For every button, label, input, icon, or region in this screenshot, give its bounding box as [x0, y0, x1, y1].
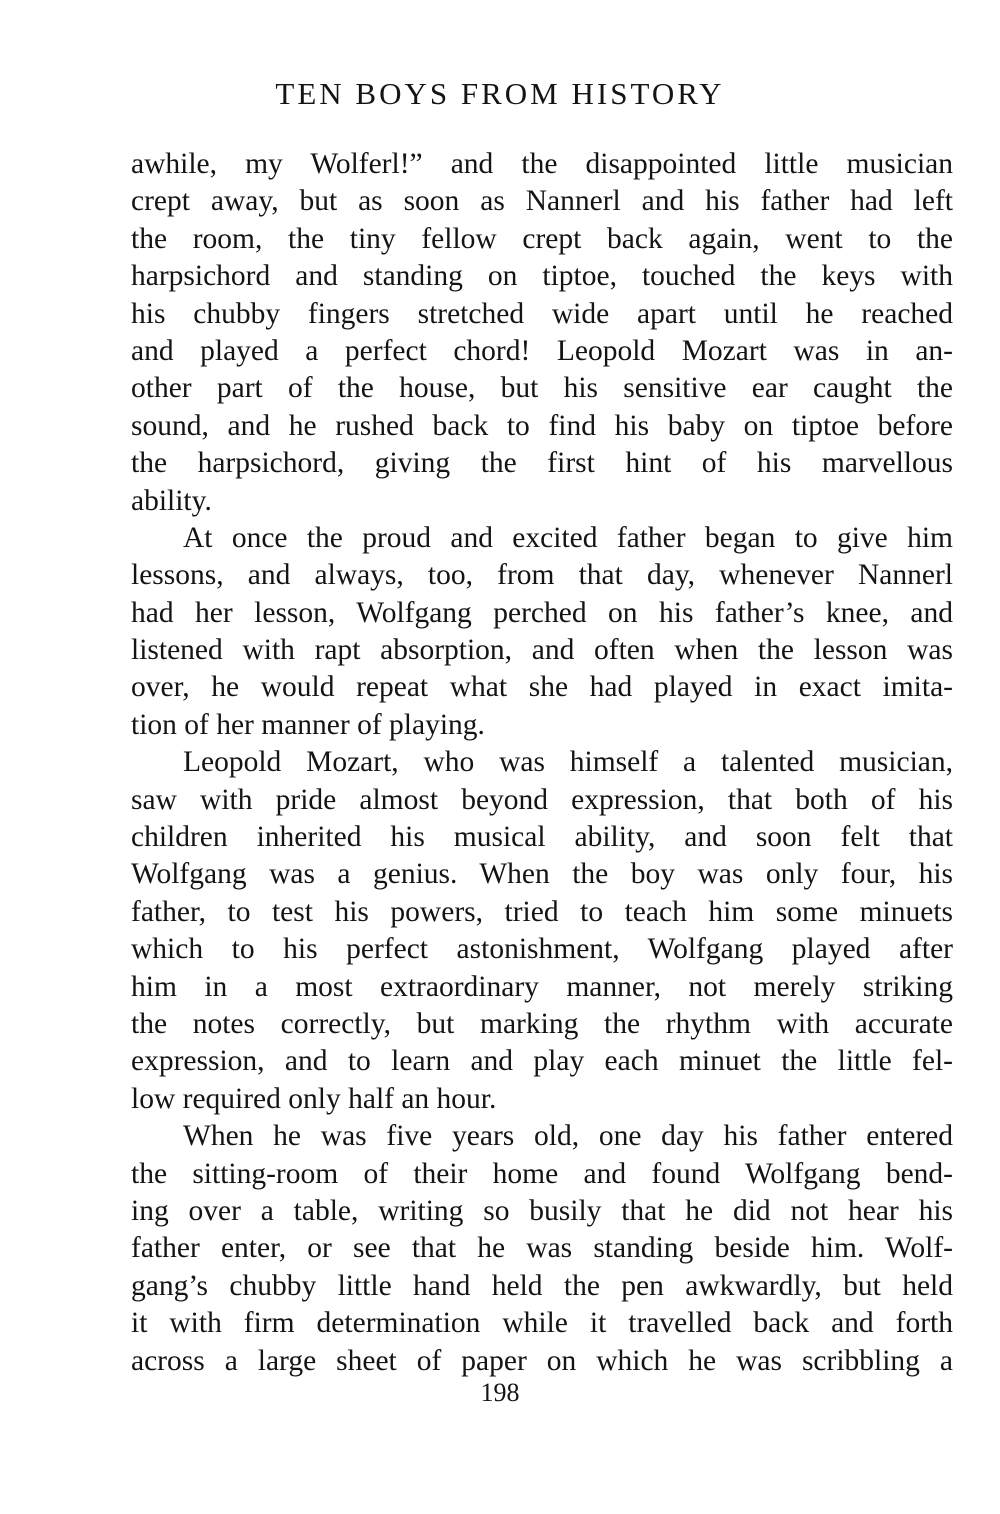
text-line: tion of her manner of playing. [131, 708, 485, 741]
text-line: children inherited his musical ability, and soon felt that [131, 821, 953, 854]
page-number: 198 [480, 1378, 520, 1407]
text-line: it with firm determination while it travelled back and forth [131, 1307, 953, 1340]
text-line: gang’s chubby little hand held the pen awkwardly, but held [131, 1269, 953, 1302]
text-line: low required only half an hour. [131, 1082, 497, 1115]
text-line: listened with rapt absorption, and often when the lesson was [131, 634, 953, 667]
text-line: Leopold Mozart, who was himself a talented musician, [183, 746, 953, 779]
text-line: the notes correctly, but marking the rhythm with accurate [131, 1007, 953, 1040]
text-line: had her lesson, Wolfgang perched on his father’s knee, and [131, 596, 953, 629]
text-line: Wolfgang was a genius. When the boy was only four, his [131, 858, 953, 891]
paragraph [131, 744, 953, 1118]
text-line: the room, the tiny fellow crept back again, went to the [131, 222, 953, 255]
text-line: ing over a table, writing so busily that he did not hear his [131, 1194, 953, 1227]
text-line: father, to test his powers, tried to teach him some minuets [131, 895, 953, 928]
text-line: crept away, but as soon as Nannerl and his father had left [131, 185, 953, 218]
text-line: other part of the house, but his sensitive ear caught the [131, 372, 953, 405]
text-line: expression, and to learn and play each minuet the little fel- [131, 1045, 953, 1078]
text-line: ability. [131, 484, 212, 517]
text-line: When he was five years old, one day his father entered [183, 1120, 953, 1153]
text-line: his chubby fingers stretched wide apart until he reached [131, 297, 953, 330]
text-line: across a large sheet of paper on which he was scribbling a [131, 1344, 953, 1377]
text-line: which to his perfect astonishment, Wolfgang played after [131, 933, 953, 966]
paragraph [131, 1118, 953, 1380]
text-line: saw with pride almost beyond expression, that both of his [131, 783, 953, 816]
running-head: TEN BOYS FROM HISTORY [275, 76, 725, 111]
text-line: sound, and he rushed back to find his baby on tiptoe before [131, 409, 953, 442]
paragraph [131, 146, 953, 520]
paragraph [131, 520, 953, 744]
text-line: the sitting-room of their home and found Wolfgang bend- [131, 1157, 953, 1190]
body-text [131, 146, 953, 1380]
text-line: over, he would repeat what she had played in exact imita- [131, 671, 953, 704]
text-line: awhile, my Wolferl!” and the disappointed little musician [131, 148, 953, 180]
text-line: At once the proud and excited father began to give him [183, 521, 953, 554]
text-line: and played a perfect chord! Leopold Mozart was in an- [131, 334, 953, 367]
text-line: lessons, and always, too, from that day, whenever Nannerl [131, 559, 953, 592]
text-line: him in a most extraordinary manner, not merely striking [131, 970, 953, 1003]
text-line: harpsichord and standing on tiptoe, touched the keys with [131, 260, 953, 293]
text-line: the harpsichord, giving the first hint of his marvellous [131, 447, 953, 480]
text-line: father enter, or see that he was standing beside him. Wolf- [131, 1232, 953, 1265]
